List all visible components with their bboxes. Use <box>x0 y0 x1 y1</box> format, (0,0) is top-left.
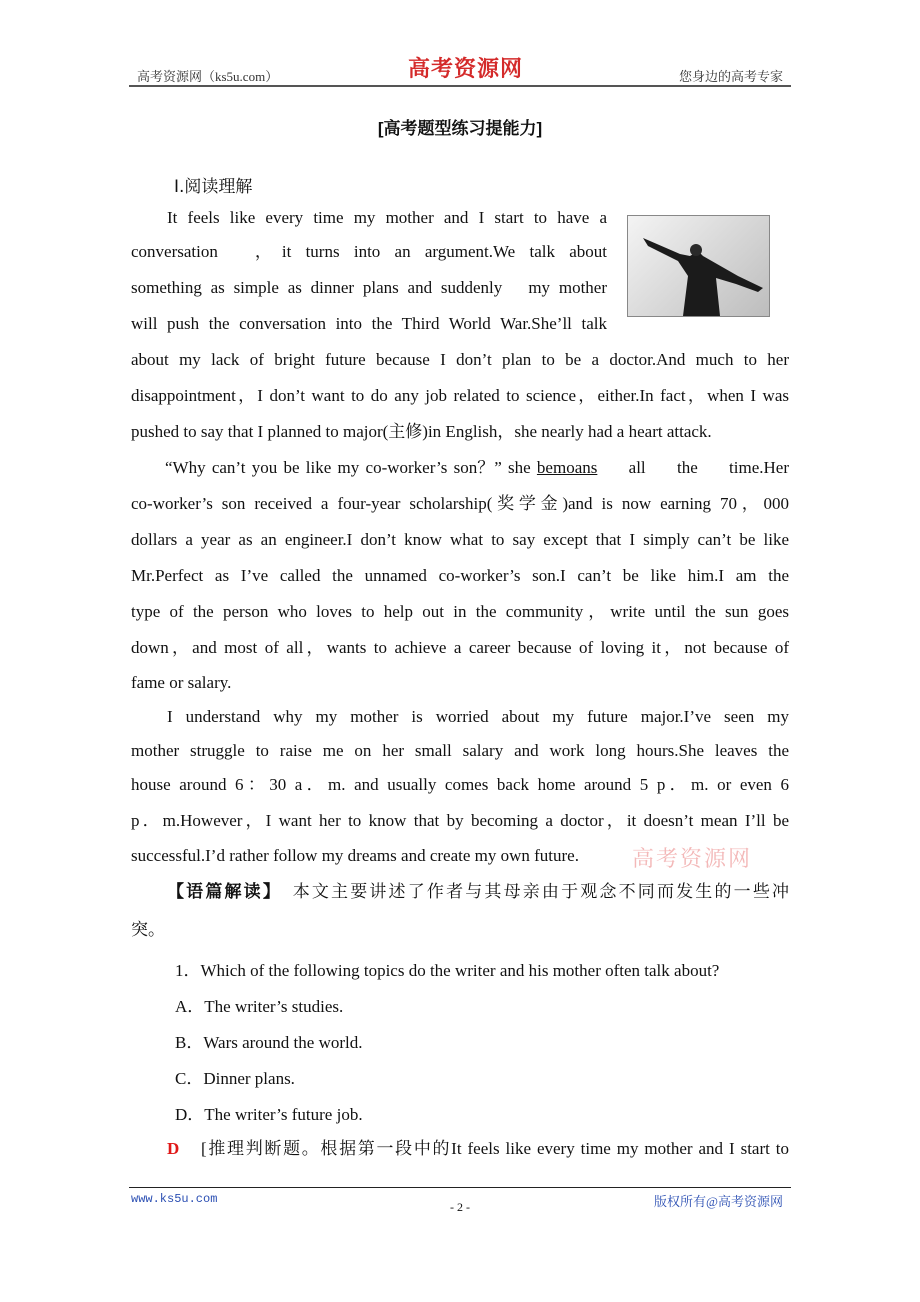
answer-key: D <box>167 1139 180 1158</box>
option-b: B．Wars around the world. <box>175 1033 363 1052</box>
header-slogan: 您身边的高考专家 <box>678 69 783 84</box>
option-d: D．The writer’s future job. <box>175 1105 363 1124</box>
passage-line: disappointment，I don’t want to do any job related to science，either.In fact，when I was <box>131 386 789 405</box>
answer-line <box>131 1139 789 1159</box>
passage-line: p．m.However，I want her to know that by becoming a doctor，it doesn’t mean I’ll be <box>131 811 789 830</box>
section-heading: Ⅰ.阅读理解 <box>174 177 253 197</box>
passage-line: house around 6：30 a．m. and usually comes back home around 5 p．m. or even 6 <box>131 775 789 794</box>
page-title: [高考题型练习提能力] <box>377 119 543 138</box>
analysis-line <box>131 882 789 902</box>
passage-line: fame or salary. <box>131 673 232 692</box>
watermark: 高考资源网 <box>632 846 753 871</box>
footer-divider <box>129 1187 791 1188</box>
header-site-name: 高考资源网（ks5u.com） <box>137 69 279 84</box>
page-number: - 2 - <box>450 1200 470 1214</box>
option-a: A．The writer’s studies. <box>175 997 344 1016</box>
passage-text: all the time.Her <box>597 458 789 477</box>
analysis-text: 本文主要讲述了作者与其母亲由于观念不同而发生的一些冲 <box>292 882 789 902</box>
passage-line: about my lack of bright future because I don’t plan to be a doctor.And much to her <box>131 350 789 369</box>
passage-line: Mr.Perfect as I’ve called the unnamed co-worker’s son.I can’t be like him.I am the <box>131 566 789 585</box>
passage-line: down，and most of all，wants to achieve a career because of loving it，not because of <box>131 638 789 657</box>
passage-line: mother struggle to raise me on her small salary and work long hours.She leaves the <box>131 741 789 760</box>
answer-explanation: [推理判断题。根据第一段中的It feels like every time my mother and I start to <box>201 1139 789 1158</box>
passage-line: something as simple as dinner plans and suddenly my mother <box>131 278 607 297</box>
passage-line: type of the person who loves to help out in the community，write until the sun goes <box>131 602 789 621</box>
passage-line: It feels like every time my mother and I start to have a <box>167 208 607 227</box>
header-divider <box>129 85 791 87</box>
passage-line: pushed to say that I planned to major(主修)in English，she nearly had a heart attack. <box>131 422 712 441</box>
analysis-line: 突。 <box>131 920 165 940</box>
option-c: C．Dinner plans. <box>175 1069 295 1088</box>
passage-text: “Why can’t you be like my co-worker’s son？” she <box>165 458 537 477</box>
footer-copyright: 版权所有@高考资源网 <box>654 1194 783 1209</box>
passage-line: conversation ，it turns into an argument.We talk about <box>131 242 607 261</box>
passage-line: co-worker’s son received a four-year scholarship(奖学金)and is now earning 70，000 <box>131 494 789 513</box>
analysis-label: 【语篇解读】 <box>167 882 274 902</box>
passage-line: successful.I’d rather follow my dreams and create my own future. <box>131 846 579 865</box>
passage-line: will push the conversation into the Third World War.She’ll talk <box>131 314 607 333</box>
passage-line: I understand why my mother is worried about my future major.I’ve seen my <box>167 707 789 726</box>
passage-photo <box>627 215 770 317</box>
footer-url[interactable]: www.ks5u.com <box>131 1192 218 1206</box>
passage-line: dollars a year as an engineer.I don’t know what to say except that I simply can’t be like <box>131 530 789 549</box>
passage-line <box>131 458 789 478</box>
underlined-word: bemoans <box>536 458 598 477</box>
header-logo: 高考资源网 <box>408 56 524 81</box>
question-stem: 1．Which of the following topics do the writer and his mother often talk about? <box>175 961 720 980</box>
